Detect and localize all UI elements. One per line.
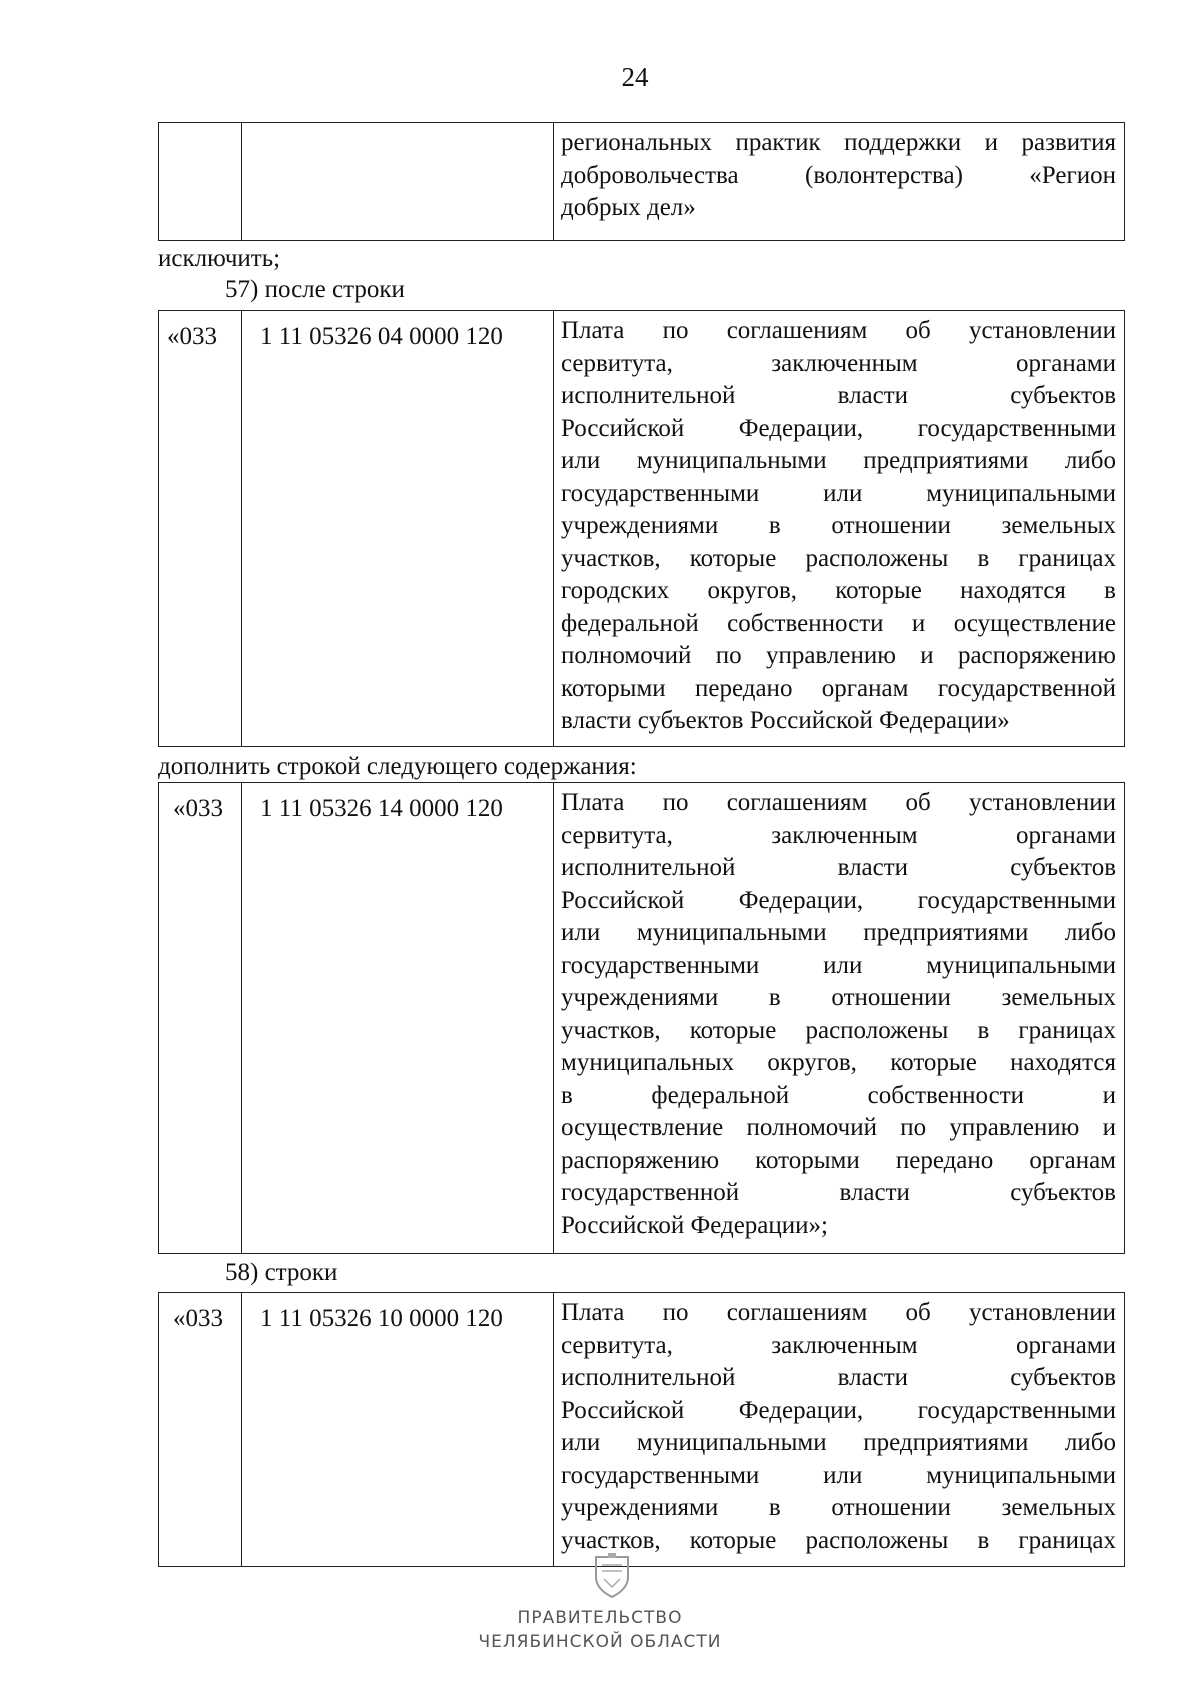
table-continuation [158,122,1125,241]
table-new-row [158,782,1125,1254]
kbk-cell: 1 11 05326 10 0000 120 [242,1293,554,1567]
description-line: или муниципальными предприятиями либо [561,919,1116,946]
description-line: государственными или муниципальными [561,951,1116,979]
table-row [159,783,1125,1254]
description-line: Российской Федерации, государственными [561,414,1116,442]
footer-line-2: ЧЕЛЯБИНСКОЙ ОБЛАСТИ [478,1632,722,1652]
paragraph-58: 58) строки [225,1259,338,1286]
description-line: Российской Федерации»; [561,1211,828,1239]
description-cell [554,783,1125,1254]
description-line: исполнительной власти субъектов [561,854,1116,881]
description-line: Российской Федерации, государственными [561,1396,1116,1424]
table-row [159,311,1125,747]
table-row [159,123,1125,241]
description-line: или муниципальными предприятиями либо [561,1429,1116,1456]
code-cell: «033 [159,783,242,1254]
description-cell [554,311,1125,747]
description-line: исполнительной власти субъектов [561,1364,1116,1391]
description-line: региональных практик поддержки и развития [561,129,1116,156]
description-cell [554,123,1125,241]
description-line: исполнительной власти субъектов [561,382,1116,409]
description-line: учреждениями в отношении земельных [561,984,1116,1011]
description-line: муниципальных округов, которые находятся [561,1049,1116,1076]
description-line: полномочий по управлению и распоряжению [561,642,1116,669]
code-cell: «033 [159,311,242,747]
description-line: власти субъектов Российской Федерации» [561,707,1010,734]
description-line: добрых дел» [561,194,696,221]
description-line: Российской Федерации, государственными [561,886,1116,914]
description-line: в федеральной собственности и [561,1081,1116,1109]
description-line: добровольчества (волонтерства) «Регион [561,161,1116,189]
kbk-cell: 1 11 05326 04 0000 120 [242,311,554,747]
table-after-row [158,310,1125,747]
description-line: учреждениями в отношении земельных [561,512,1116,539]
description-line: распоряжению которыми передано органам [561,1146,1116,1174]
paragraph-exclude: исключить; [158,245,281,272]
page-number: 24 [621,62,649,92]
description-cell [554,1293,1125,1567]
table-rows-58 [158,1292,1125,1567]
description-line: государственной власти субъектов [561,1179,1116,1206]
coat-of-arms-icon [592,1553,632,1599]
description-line: сервитута, заключенным органами [561,821,1116,849]
description-line: сервитута, заключенным органами [561,349,1116,377]
description-line: государственными или муниципальными [561,1461,1116,1489]
description-line: Плата по соглашениям об установлении [561,1299,1116,1326]
paragraph-57: 57) после строки [225,276,405,303]
description-line: участков, которые расположены в границах [561,1016,1116,1044]
description-line: Плата по соглашениям об установлении [561,317,1116,344]
description-line: государственными или муниципальными [561,479,1116,507]
description-line: федеральной собственности и осуществление [561,609,1116,637]
description-line: сервитута, заключенным органами [561,1331,1116,1359]
description-line: городских округов, которые находятся в [561,577,1116,604]
description-line: Плата по соглашениям об установлении [561,789,1116,816]
footer-line-1: ПРАВИТЕЛЬСТВО [517,1608,683,1628]
description-line: или муниципальными предприятиями либо [561,447,1116,474]
description-line: осуществление полномочий по управлению и [561,1114,1116,1141]
kbk-cell: 1 11 05326 14 0000 120 [242,783,554,1254]
paragraph-add-row: дополнить строкой следующего содержания: [158,753,637,780]
table-row [159,1293,1125,1567]
description-line: учреждениями в отношении земельных [561,1494,1116,1521]
description-line: участков, которые расположены в границах [561,544,1116,572]
description-line: которыми передано органам государственной [561,674,1116,702]
code-cell: «033 [159,1293,242,1567]
description-line: участков, которые расположены в границах [561,1526,1116,1554]
kbk-cell [242,123,554,241]
code-cell [159,123,242,241]
